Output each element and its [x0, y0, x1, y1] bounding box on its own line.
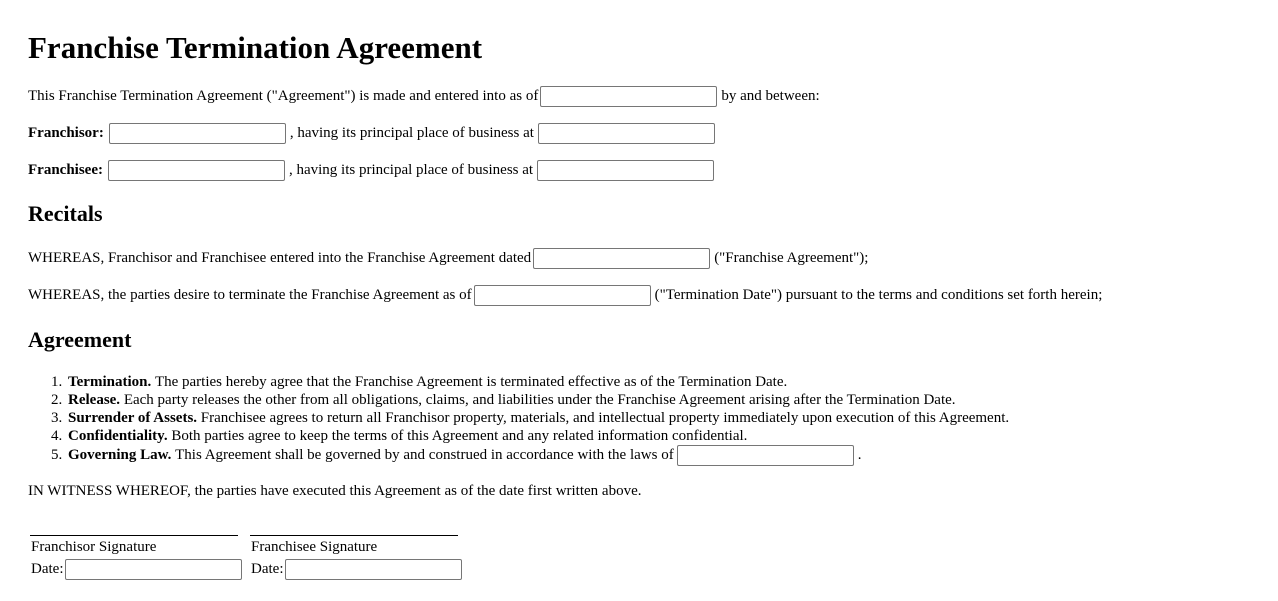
- governing-law-input[interactable]: [677, 445, 854, 466]
- franchisor-signature-line[interactable]: [30, 522, 238, 536]
- intro-paragraph: [28, 86, 820, 106]
- list-item: [51, 409, 1009, 427]
- list-item-title: Termination.: [68, 374, 152, 390]
- list-item: [51, 427, 1009, 445]
- franchisee-middle-text: , having its principal place of business at: [288, 162, 534, 178]
- list-item-number: 5.: [51, 447, 63, 463]
- whereas-2-after: ("Termination Date") pursuant to the terms and conditions set forth herein;: [654, 287, 1103, 303]
- list-item-title: Surrender of Assets.: [68, 410, 198, 426]
- list-item-text: This Agreement shall be governed by and construed in accordance with the laws of: [175, 447, 674, 463]
- list-item-title: Release.: [68, 392, 121, 408]
- witness-paragraph: IN WITNESS WHEREOF, the parties have executed this Agreement as of the date first written above.: [28, 483, 642, 499]
- franchisor-date-row: [28, 558, 238, 580]
- list-item-title: Governing Law.: [68, 447, 172, 463]
- list-item-text: The parties hereby agree that the Franchise Agreement is terminated effective as of the Termination Date.: [154, 374, 788, 390]
- franchisee-signature-line[interactable]: [250, 522, 458, 536]
- list-item: [51, 391, 1009, 409]
- whereas-1-text: WHEREAS, Franchisor and Franchisee entered into the Franchise Agreement dated: [28, 250, 532, 266]
- franchisor-label: Franchisor:: [28, 125, 104, 141]
- franchisee-signature-block: [248, 522, 458, 580]
- franchisee-label: Franchisee:: [28, 162, 103, 178]
- date-label: Date:: [251, 561, 284, 577]
- intro-text-after: by and between:: [721, 88, 820, 104]
- list-item-text: Both parties agree to keep the terms of this Agreement and any related information confidential.: [171, 428, 748, 444]
- agreement-list: [51, 373, 1009, 465]
- franchise-agreement-date-input[interactable]: [533, 248, 710, 269]
- list-item-text: Franchisee agrees to return all Franchisor property, materials, and intellectual property immediately upon execution of this Agreement.: [200, 410, 1010, 426]
- list-item: [51, 373, 1009, 391]
- page-title: Franchise Termination Agreement: [28, 30, 483, 65]
- franchisee-name-input[interactable]: [108, 160, 285, 181]
- list-item: [51, 445, 1009, 465]
- agreement-heading: Agreement: [28, 327, 132, 352]
- franchisee-signature-label: Franchisee Signature: [251, 539, 378, 555]
- list-item-text: Each party releases the other from all obligations, claims, and liabilities under the Franchise Agreement arising after the Termination Date.: [123, 392, 956, 408]
- franchisor-address-input[interactable]: [538, 123, 715, 144]
- franchisor-signature-block: [28, 522, 238, 580]
- effective-date-input[interactable]: [540, 86, 717, 107]
- franchisor-sign-date-input[interactable]: [65, 559, 242, 580]
- franchisee-address-input[interactable]: [537, 160, 714, 181]
- list-item-number: 4.: [51, 428, 63, 444]
- franchisor-middle-text: , having its principal place of business at: [289, 125, 534, 141]
- franchisee-date-row: [248, 558, 458, 580]
- franchisee-sign-date-input[interactable]: [285, 559, 462, 580]
- list-item-number: 2.: [51, 392, 63, 408]
- franchisor-line: [28, 123, 719, 143]
- list-item-title: Confidentiality.: [68, 428, 168, 444]
- franchisor-signature-label: Franchisor Signature: [31, 539, 157, 555]
- termination-date-input[interactable]: [474, 285, 651, 306]
- list-item-number: 1.: [51, 374, 63, 390]
- list-item-number: 3.: [51, 410, 63, 426]
- whereas-2-text: WHEREAS, the parties desire to terminate the Franchise Agreement as of: [28, 287, 472, 303]
- franchisor-name-input[interactable]: [109, 123, 286, 144]
- recitals-heading: Recitals: [28, 201, 103, 226]
- intro-text: This Franchise Termination Agreement ("Agreement") is made and entered into as of: [28, 88, 539, 104]
- list-item-end: .: [857, 447, 862, 463]
- franchisee-line: [28, 160, 718, 180]
- whereas-1: [28, 248, 868, 268]
- date-label: Date:: [31, 561, 64, 577]
- whereas-1-after: ("Franchise Agreement");: [714, 250, 869, 266]
- whereas-2: [28, 285, 1102, 305]
